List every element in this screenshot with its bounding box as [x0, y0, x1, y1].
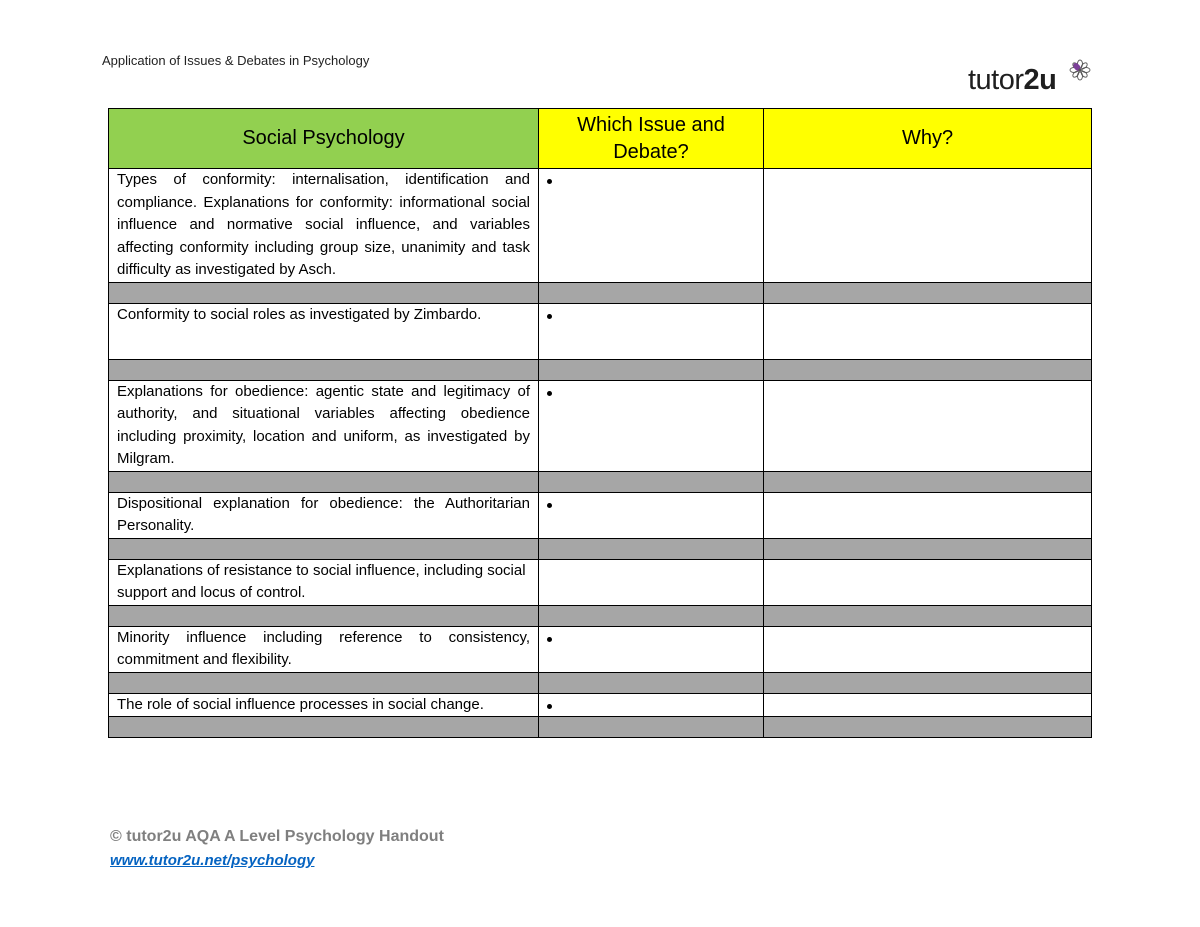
topic-cell: Conformity to social roles as investigated by Zimbardo. — [109, 303, 539, 359]
issue-debate-cell[interactable] — [539, 626, 764, 672]
issue-debate-cell[interactable] — [539, 303, 764, 359]
table-header-row — [109, 109, 1092, 169]
logo-text-2u: 2u — [1023, 64, 1057, 96]
topic-cell: Explanations for obedience: agentic state and legitimacy of authority, and situational variables affecting obedience including proximity, location and uniform, as investigated by Milgram. — [109, 380, 539, 471]
why-cell[interactable] — [764, 693, 1092, 717]
why-cell[interactable] — [764, 559, 1092, 605]
spacer-row — [109, 538, 1092, 559]
table-row — [109, 626, 1092, 672]
spacer-row — [109, 672, 1092, 693]
table-row — [109, 492, 1092, 538]
table-row — [109, 559, 1092, 605]
topic-cell: Minority influence including reference to consistency, commitment and flexibility. — [109, 626, 539, 672]
table-row — [109, 303, 1092, 359]
topic-cell: Types of conformity: internalisation, identification and compliance. Explanations for conformity: informational social influence and normative social influence, and variables affecting conformity including group size, unanimity and task difficulty as investigated by Asch. — [109, 169, 539, 283]
issue-debate-cell[interactable] — [539, 693, 764, 717]
spacer-row — [109, 282, 1092, 303]
topic-cell: Dispositional explanation for obedience: the Authoritarian Personality. — [109, 492, 539, 538]
why-cell[interactable] — [764, 626, 1092, 672]
bullet-icon — [547, 314, 552, 319]
table-row — [109, 693, 1092, 717]
bullet-icon — [547, 637, 552, 642]
why-cell[interactable] — [764, 380, 1092, 471]
issue-debate-cell[interactable] — [539, 492, 764, 538]
why-cell[interactable] — [764, 169, 1092, 283]
tutor2u-logo — [968, 58, 1093, 100]
footer-copyright: © tutor2u AQA A Level Psychology Handout — [110, 828, 444, 845]
spacer-row — [109, 605, 1092, 626]
why-cell[interactable] — [764, 303, 1092, 359]
spacer-row — [109, 359, 1092, 380]
footer-website-link[interactable]: www.tutor2u.net/psychology — [110, 852, 315, 869]
bullet-icon — [547, 391, 552, 396]
why-cell[interactable] — [764, 492, 1092, 538]
spacer-row — [109, 717, 1092, 738]
flower-icon — [1068, 58, 1092, 82]
topic-cell: Explanations of resistance to social influence, including social support and locus of control. — [109, 559, 539, 605]
header-social-psychology: Social Psychology — [109, 109, 539, 169]
bullet-icon — [547, 179, 552, 184]
bullet-icon — [547, 503, 552, 508]
topic-cell: The role of social influence processes in social change. — [109, 693, 539, 717]
issue-debate-cell[interactable] — [539, 380, 764, 471]
table-row — [109, 169, 1092, 283]
logo-wordmark — [968, 64, 1056, 97]
spacer-row — [109, 471, 1092, 492]
header-which-issue-debate: Which Issue and Debate? — [539, 109, 764, 169]
document-header-title: Application of Issues & Debates in Psychology — [102, 53, 370, 68]
issue-debate-cell[interactable] — [539, 169, 764, 283]
logo-text-tutor: tutor — [968, 64, 1024, 96]
issue-debate-cell[interactable] — [539, 559, 764, 605]
header-why: Why? — [764, 109, 1092, 169]
issues-debates-table — [108, 108, 1092, 738]
table-row — [109, 380, 1092, 471]
bullet-icon — [547, 704, 552, 709]
